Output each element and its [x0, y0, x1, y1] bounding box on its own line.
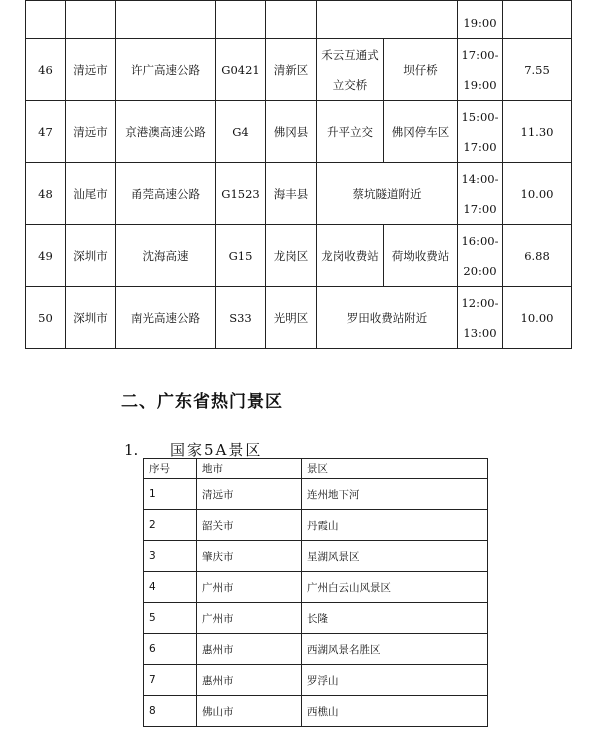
district-cell: 海丰县 [266, 163, 317, 225]
city-cell: 广州市 [197, 572, 302, 603]
district-cell: 光明区 [266, 287, 317, 349]
time-end: 20:00 [463, 263, 497, 278]
location-start-cell: 升平立交 [317, 101, 384, 163]
header-no: 序号 [144, 459, 197, 479]
district-cell: 清新区 [266, 39, 317, 101]
table-row [144, 665, 488, 696]
table-header-row [144, 459, 488, 479]
district-cell: 佛冈县 [266, 101, 317, 163]
road-cell: 许广高速公路 [116, 39, 216, 101]
time-end: 17:00 [463, 139, 497, 154]
time-start: 12:00- [461, 295, 499, 310]
time-cell: 19:00 [463, 16, 497, 30]
table-row [144, 572, 488, 603]
road-cell: 沈海高速 [116, 225, 216, 287]
row-number: 48 [26, 163, 66, 225]
road-code-cell: S33 [216, 287, 266, 349]
row-number: 49 [26, 225, 66, 287]
city-cell: 深圳市 [66, 287, 116, 349]
header-city: 地市 [197, 459, 302, 479]
value-cell: 7.55 [503, 39, 572, 101]
city-cell: 惠州市 [197, 634, 302, 665]
row-number: 1 [144, 479, 197, 510]
road-code-cell: G1523 [216, 163, 266, 225]
time-start: 17:00- [461, 47, 499, 62]
row-number: 50 [26, 287, 66, 349]
table-row [26, 39, 572, 101]
table-row [26, 163, 572, 225]
subsection-title: 国家5A景区 [170, 441, 263, 459]
scenic-cell: 连州地下河 [302, 479, 488, 510]
subsection-heading [124, 439, 262, 460]
scenic-cell: 丹霞山 [302, 510, 488, 541]
road-cell: 南光高速公路 [116, 287, 216, 349]
table-row [144, 696, 488, 727]
time-end: 17:00 [463, 201, 497, 216]
scenic-cell: 星湖风景区 [302, 541, 488, 572]
time-start: 14:00- [461, 171, 499, 186]
table-row [26, 287, 572, 349]
city-cell: 广州市 [197, 603, 302, 634]
road-code-cell: G4 [216, 101, 266, 163]
location-cell: 罗田收费站附近 [317, 287, 458, 349]
time-cell [458, 39, 503, 101]
time-cell [458, 287, 503, 349]
city-cell: 肇庆市 [197, 541, 302, 572]
scenic-cell: 长隆 [302, 603, 488, 634]
table-row [144, 634, 488, 665]
time-cell [458, 225, 503, 287]
city-cell: 清远市 [197, 479, 302, 510]
value-cell: 11.30 [503, 101, 572, 163]
location-end-cell: 坝仔桥 [384, 39, 458, 101]
road-cell: 京港澳高速公路 [116, 101, 216, 163]
table-row [144, 541, 488, 572]
time-end: 19:00 [463, 77, 497, 92]
road-code-cell: G15 [216, 225, 266, 287]
row-number: 6 [144, 634, 197, 665]
city-cell: 汕尾市 [66, 163, 116, 225]
row-number: 7 [144, 665, 197, 696]
scenic-spot-table [143, 458, 488, 727]
time-start: 15:00- [461, 109, 499, 124]
row-number: 8 [144, 696, 197, 727]
location-start-line2: 立交桥 [332, 77, 368, 92]
city-cell: 深圳市 [66, 225, 116, 287]
traffic-hotspot-table [25, 0, 572, 349]
time-cell [458, 163, 503, 225]
table-row [144, 603, 488, 634]
road-code-cell: G0421 [216, 39, 266, 101]
row-number: 3 [144, 541, 197, 572]
city-cell: 佛山市 [197, 696, 302, 727]
subsection-number: 1. [124, 441, 139, 459]
row-number: 5 [144, 603, 197, 634]
row-number: 4 [144, 572, 197, 603]
city-cell: 惠州市 [197, 665, 302, 696]
row-number: 46 [26, 39, 66, 101]
section-heading: 二、广东省热门景区 [121, 392, 283, 412]
value-cell: 6.88 [503, 225, 572, 287]
table-row [26, 101, 572, 163]
location-end-cell: 荷坳收费站 [384, 225, 458, 287]
scenic-cell: 西樵山 [302, 696, 488, 727]
city-cell: 清远市 [66, 101, 116, 163]
row-number: 2 [144, 510, 197, 541]
location-end-cell: 佛冈停车区 [384, 101, 458, 163]
value-cell: 10.00 [503, 163, 572, 225]
scenic-cell: 西湖风景名胜区 [302, 634, 488, 665]
row-number: 47 [26, 101, 66, 163]
road-cell: 甬莞高速公路 [116, 163, 216, 225]
table-row [26, 225, 572, 287]
district-cell: 龙岗区 [266, 225, 317, 287]
value-cell: 10.00 [503, 287, 572, 349]
time-end: 13:00 [463, 325, 497, 340]
location-start-cell: 龙岗收费站 [317, 225, 384, 287]
location-cell: 蔡坑隧道附近 [317, 163, 458, 225]
time-start: 16:00- [461, 233, 499, 248]
city-cell: 韶关市 [197, 510, 302, 541]
time-cell [458, 101, 503, 163]
location-start-cell [317, 39, 384, 101]
scenic-cell: 罗浮山 [302, 665, 488, 696]
table-row [144, 479, 488, 510]
location-start-line1: 禾云互通式 [321, 47, 379, 62]
table-row [144, 510, 488, 541]
table-row-partial [26, 1, 572, 39]
header-scenic: 景区 [302, 459, 488, 479]
city-cell: 清远市 [66, 39, 116, 101]
scenic-cell: 广州白云山风景区 [302, 572, 488, 603]
